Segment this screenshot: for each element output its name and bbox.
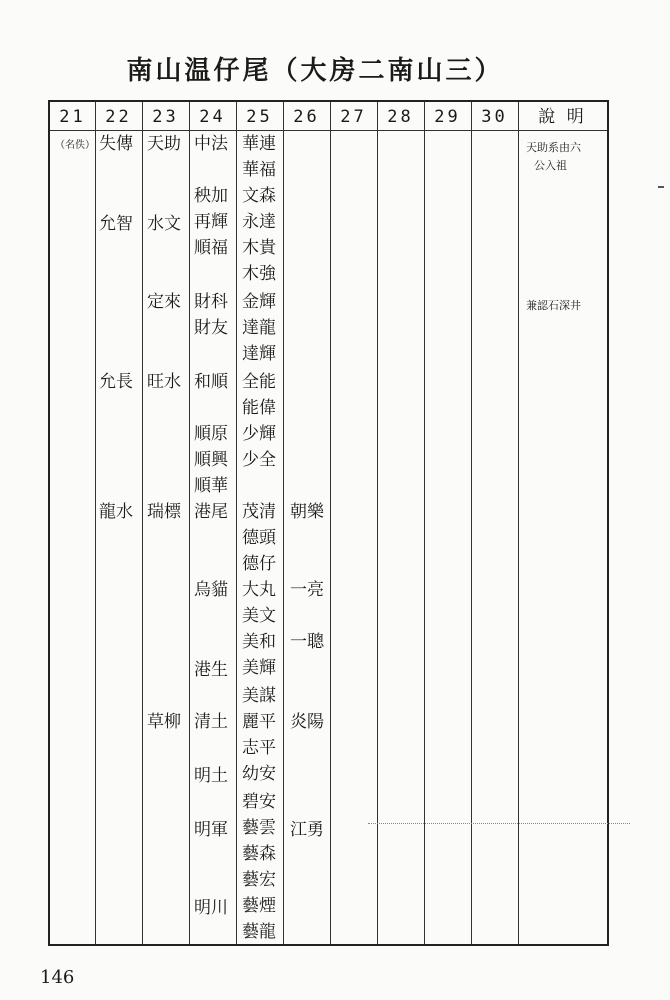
- note-text: 兼認石深井: [526, 299, 581, 312]
- name-entry: 少輝: [242, 424, 276, 444]
- name-entry: 金輝: [242, 292, 276, 312]
- name-entry: 木貴: [242, 238, 276, 258]
- column-divider: [236, 102, 237, 944]
- name-entry: 一亮: [290, 580, 324, 600]
- name-entry: 少全: [242, 450, 276, 470]
- name-entry: 一聰: [290, 632, 324, 652]
- name-entry: 美輝: [242, 658, 276, 678]
- binding-mark: [658, 186, 664, 188]
- header-col-27: 27: [340, 107, 367, 127]
- header-col-21: 21: [59, 107, 86, 127]
- name-entry: 朝樂: [290, 502, 324, 522]
- header-col-26: 26: [293, 107, 320, 127]
- note-text: 天助系由六: [526, 141, 581, 154]
- header-col-22: 22: [105, 107, 132, 127]
- name-entry: 木強: [242, 264, 276, 284]
- name-entry: 達輝: [242, 344, 276, 364]
- name-entry: 旺水: [147, 372, 181, 392]
- header-col-25: 25: [246, 107, 273, 127]
- header-col-23: 23: [152, 107, 179, 127]
- name-entry: 明川: [194, 898, 228, 918]
- name-entry: 龍水: [99, 502, 133, 522]
- name-entry: 麗平: [242, 712, 276, 732]
- header-divider: [50, 130, 607, 131]
- name-entry: 港尾: [194, 502, 228, 522]
- column-divider: [283, 102, 284, 944]
- name-entry: 清土: [194, 712, 228, 732]
- name-entry: 明土: [194, 766, 228, 786]
- column-divider: [95, 102, 96, 944]
- name-entry: 失傳: [99, 134, 133, 154]
- name-entry: 定來: [147, 292, 181, 312]
- name-entry: 大丸: [242, 580, 276, 600]
- name-entry: 藝龍: [242, 922, 276, 942]
- name-entry: 美文: [242, 606, 276, 626]
- note-text: 公入祖: [534, 159, 567, 172]
- name-entry: 能偉: [242, 398, 276, 418]
- page-number: 146: [40, 967, 75, 988]
- name-entry: 志平: [242, 738, 276, 758]
- dotted-line: [368, 823, 630, 824]
- name-entry: 順原: [194, 424, 228, 444]
- name-entry: 烏貓: [194, 580, 228, 600]
- name-entry: 順興: [194, 450, 228, 470]
- name-entry: 永達: [242, 212, 276, 232]
- header-col-30: 30: [481, 107, 508, 127]
- name-entry: 瑞標: [147, 502, 181, 522]
- name-entry: 德仔: [242, 554, 276, 574]
- column-divider: [189, 102, 190, 944]
- name-entry: 明軍: [194, 820, 228, 840]
- name-entry: 允智: [99, 214, 133, 234]
- name-entry: 華福: [242, 160, 276, 180]
- column-divider: [424, 102, 425, 944]
- name-entry: 和順: [194, 372, 228, 392]
- name-entry: 茂清: [242, 502, 276, 522]
- name-entry: 秧加: [194, 186, 228, 206]
- genealogy-table: [48, 100, 609, 946]
- name-entry: 藝宏: [242, 870, 276, 890]
- name-entry: 水文: [147, 214, 181, 234]
- name-entry: 美謀: [242, 686, 276, 706]
- name-entry: 美和: [242, 632, 276, 652]
- header-col-24: 24: [199, 107, 226, 127]
- column-divider: [377, 102, 378, 944]
- name-entry: 順華: [194, 476, 228, 496]
- name-entry: 藝煙: [242, 896, 276, 916]
- column-divider: [142, 102, 143, 944]
- name-entry: 藝雲: [242, 818, 276, 838]
- name-entry: 德頭: [242, 528, 276, 548]
- name-entry: 順福: [194, 238, 228, 258]
- name-entry: 江勇: [290, 820, 324, 840]
- name-entry: 財科: [194, 292, 228, 312]
- name-entry: 天助: [147, 134, 181, 154]
- name-entry: 草柳: [147, 712, 181, 732]
- name-entry: 達龍: [242, 318, 276, 338]
- header-col-29: 29: [434, 107, 461, 127]
- name-entry: 華連: [242, 134, 276, 154]
- name-entry: 文森: [242, 186, 276, 206]
- name-entry: 允長: [99, 372, 133, 392]
- header-notes: 說 明: [538, 107, 587, 127]
- column-divider: [471, 102, 472, 944]
- column-divider: [518, 102, 519, 944]
- name-entry: 藝森: [242, 844, 276, 864]
- name-entry: 財友: [194, 318, 228, 338]
- header-col-28: 28: [387, 107, 414, 127]
- column-divider: [330, 102, 331, 944]
- name-unknown-tag: （名佚）: [55, 140, 95, 151]
- name-entry: 港生: [194, 660, 228, 680]
- name-entry: 炎陽: [290, 712, 324, 732]
- name-entry: 幼安: [242, 764, 276, 784]
- page-title: 南山温仔尾（大房二南山三）: [126, 56, 504, 86]
- name-entry: 中法: [194, 134, 228, 154]
- name-entry: 再輝: [194, 212, 228, 232]
- name-entry: 碧安: [242, 792, 276, 812]
- name-entry: 全能: [242, 372, 276, 392]
